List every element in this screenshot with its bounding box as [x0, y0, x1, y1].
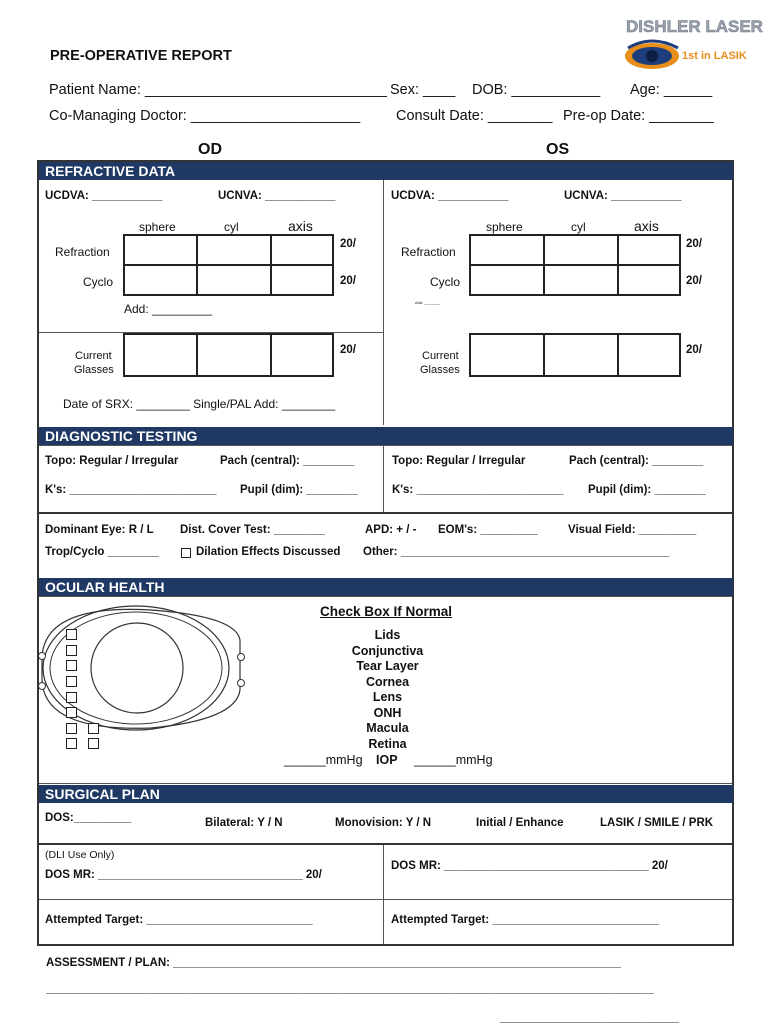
od-refraction-va[interactable]: 20/ — [340, 238, 356, 250]
divider — [383, 180, 384, 425]
os-refraction-va[interactable]: 20/ — [686, 238, 702, 250]
iop-label: IOP — [376, 753, 398, 767]
cover-test-field[interactable]: Dist. Cover Test: ________ — [180, 524, 325, 536]
od-glasses-va[interactable]: 20/ — [340, 344, 356, 356]
od-cyclo-cyl-box[interactable] — [196, 264, 272, 296]
logo-eye-icon — [620, 14, 763, 74]
od-refraction-sphere-box[interactable] — [123, 234, 198, 266]
ocular-item-macula: Macula — [366, 721, 409, 735]
os-topo-field[interactable]: Topo: Regular / Irregular — [392, 455, 526, 467]
lids-checkbox[interactable] — [66, 629, 77, 640]
procedure-field[interactable]: LASIK / SMILE / PRK — [600, 817, 714, 829]
divider — [39, 783, 733, 784]
divider — [383, 845, 384, 944]
os-glasses-sphere-box[interactable] — [469, 333, 545, 377]
trop-cyclo-field[interactable]: Trop/Cyclo ________ — [45, 546, 159, 558]
ocular-item-cornea: Cornea — [365, 674, 410, 689]
od-ucdva-field[interactable]: UCDVA: ___________ — [45, 190, 163, 202]
ocular-item-lids: Lids — [374, 628, 401, 642]
age-field[interactable]: Age: ______ — [630, 82, 713, 98]
os-dos-mr-field[interactable]: DOS MR: ________________________________ 20/ — [391, 860, 668, 872]
preop-date-field[interactable]: Pre-op Date: ________ — [563, 108, 714, 124]
sex-field[interactable]: Sex: ____ — [390, 82, 456, 98]
dli-label: (DLI Use Only) — [45, 849, 115, 861]
os-ucnva-field[interactable]: UCNVA: ___________ — [564, 190, 682, 202]
lens-checkbox[interactable] — [66, 692, 77, 703]
od-iop-field[interactable]: ______mmHg — [284, 753, 363, 767]
od-glasses-sphere-box[interactable] — [123, 333, 198, 377]
os-axis-label: axis — [634, 218, 659, 234]
os-current-label: Current — [422, 350, 459, 362]
od-sphere-label: sphere — [139, 220, 176, 234]
monovision-field[interactable]: Monovision: Y / N — [335, 817, 432, 829]
od-current-label: Current — [75, 350, 112, 362]
eoms-field[interactable]: EOM's: _________ — [438, 524, 538, 536]
os-cyclo-label: Cyclo — [430, 275, 461, 289]
consult-date-field[interactable]: Consult Date: ________ — [396, 108, 553, 124]
logo-name: DISHLER LASER — [626, 17, 763, 36]
os-pupil-field[interactable]: Pupil (dim): ________ — [588, 484, 706, 496]
od-pupil-field[interactable]: Pupil (dim): ________ — [240, 484, 358, 496]
other-field[interactable]: Other: __________________________________________ — [363, 546, 670, 558]
os-iop-field[interactable]: ______mmHg — [414, 753, 493, 767]
onh-checkbox[interactable] — [66, 707, 77, 718]
tear-layer-checkbox[interactable] — [66, 660, 77, 671]
od-refraction-label: Refraction — [55, 245, 110, 259]
dilation-label: Dilation Effects Discussed — [196, 546, 341, 558]
os-attempted-target-field[interactable]: Attempted Target: __________________________ — [391, 914, 659, 926]
od-ks-field[interactable]: K's: _______________________ — [45, 484, 217, 496]
divider — [39, 445, 733, 446]
check-box-title: Check Box If Normal — [320, 604, 453, 619]
od-refraction-axis-box[interactable] — [270, 234, 334, 266]
macula-os-checkbox[interactable] — [88, 723, 99, 734]
od-axis-label: axis — [288, 218, 313, 234]
retina-os-checkbox[interactable] — [88, 738, 99, 749]
od-attempted-target-field[interactable]: Attempted Target: __________________________ — [45, 914, 313, 926]
assessment-line-2[interactable]: _______________________________________________________________________________________________ — [46, 983, 654, 995]
dilation-checkbox[interactable] — [181, 548, 191, 558]
os-cyclo-cyl-box[interactable] — [543, 264, 619, 296]
os-glasses-va[interactable]: 20/ — [686, 344, 702, 356]
page-title: PRE-OPERATIVE REPORT — [50, 48, 232, 64]
os-refraction-label: Refraction — [401, 245, 456, 259]
ocular-item-tear-layer: Tear Layer — [356, 659, 419, 673]
od-cyclo-label: Cyclo — [83, 275, 114, 289]
patient-name-field[interactable]: Patient Name: ______________________________ — [49, 82, 387, 98]
os-pach-field[interactable]: Pach (central): ________ — [569, 455, 704, 467]
logo-tag: 1st in LASIK — [682, 50, 747, 62]
section-header-refractive: REFRACTIVE DATA — [39, 162, 733, 180]
od-cyclo-va[interactable]: 20/ — [340, 275, 356, 287]
os-cyclo-sphere-box[interactable] — [469, 264, 545, 296]
apd-field[interactable]: APD: + / - — [365, 524, 417, 536]
divider — [39, 843, 733, 845]
section-header-diagnostic: DIAGNOSTIC TESTING — [39, 427, 733, 445]
macula-checkbox[interactable] — [66, 723, 77, 734]
os-label: OS — [546, 141, 570, 158]
ocular-item-conjunctiva: Conjunctiva — [351, 643, 424, 658]
od-cyl-label: cyl — [224, 220, 239, 234]
logo — [620, 14, 763, 74]
os-glasses-cyl-box[interactable] — [543, 333, 619, 377]
od-glasses-axis-box[interactable] — [270, 333, 334, 377]
cornea-checkbox[interactable] — [66, 676, 77, 687]
ocular-item-lens: Lens — [372, 690, 403, 704]
initial-enhance-field[interactable]: Initial / Enhance — [476, 817, 564, 829]
signature-line[interactable]: ____________________________ — [500, 1012, 680, 1024]
conjunctiva-checkbox[interactable] — [66, 645, 77, 656]
os-cyclo-va[interactable]: 20/ — [686, 275, 702, 287]
bilateral-field[interactable]: Bilateral: Y / N — [205, 817, 283, 829]
os-glasses-label: Glasses — [420, 364, 460, 376]
dominant-eye-field[interactable]: Dominant Eye: R / L — [45, 524, 154, 536]
od-refraction-cyl-box[interactable] — [196, 234, 272, 266]
ocular-item-retina: Retina — [368, 736, 407, 751]
os-sphere-label: sphere — [486, 220, 523, 234]
od-topo-field[interactable]: Topo: Regular / Irregular — [45, 455, 179, 467]
os-glasses-axis-box[interactable] — [617, 333, 681, 377]
od-add-field[interactable]: Add: _________ — [124, 302, 213, 316]
od-label: OD — [198, 141, 222, 158]
od-ucnva-field[interactable]: UCNVA: ___________ — [218, 190, 336, 202]
os-add-field[interactable]: Add: _______ — [415, 300, 440, 305]
os-ks-field[interactable]: K's: _______________________ — [392, 484, 564, 496]
divider — [39, 596, 733, 597]
os-ucdva-field[interactable]: UCDVA: ___________ — [391, 190, 509, 202]
retina-checkbox[interactable] — [66, 738, 77, 749]
dob-field[interactable]: DOB: ___________ — [472, 82, 601, 98]
divider — [39, 512, 733, 514]
srx-field[interactable]: Date of SRX: ________ Single/PAL Add: ________ — [63, 397, 336, 411]
dos-field[interactable]: DOS:_________ — [45, 812, 132, 824]
divider — [39, 899, 733, 900]
comanaging-doctor-field[interactable]: Co-Managing Doctor: _____________________ — [49, 108, 361, 124]
od-glasses-cyl-box[interactable] — [196, 333, 272, 377]
section-header-ocular: OCULAR HEALTH — [39, 578, 733, 596]
od-glasses-label: Glasses — [74, 364, 114, 376]
os-refraction-cyl-box[interactable] — [543, 234, 619, 266]
od-dos-mr-field[interactable]: DOS MR: ________________________________ 20/ — [45, 869, 322, 881]
section-header-surgical: SURGICAL PLAN — [39, 785, 733, 803]
ocular-items-list — [330, 628, 445, 752]
assessment-field[interactable]: ASSESSMENT / PLAN: ______________________________________________________________________ — [46, 957, 621, 969]
visual-field-field[interactable]: Visual Field: _________ — [568, 524, 697, 536]
os-cyl-label: cyl — [571, 220, 586, 234]
od-pach-field[interactable]: Pach (central): ________ — [220, 455, 355, 467]
od-cyclo-axis-box[interactable] — [270, 264, 334, 296]
os-refraction-axis-box[interactable] — [617, 234, 681, 266]
ocular-item-onh: ONH — [373, 705, 402, 720]
os-refraction-sphere-box[interactable] — [469, 234, 545, 266]
divider — [383, 445, 384, 512]
od-cyclo-sphere-box[interactable] — [123, 264, 198, 296]
os-cyclo-axis-box[interactable] — [617, 264, 681, 296]
